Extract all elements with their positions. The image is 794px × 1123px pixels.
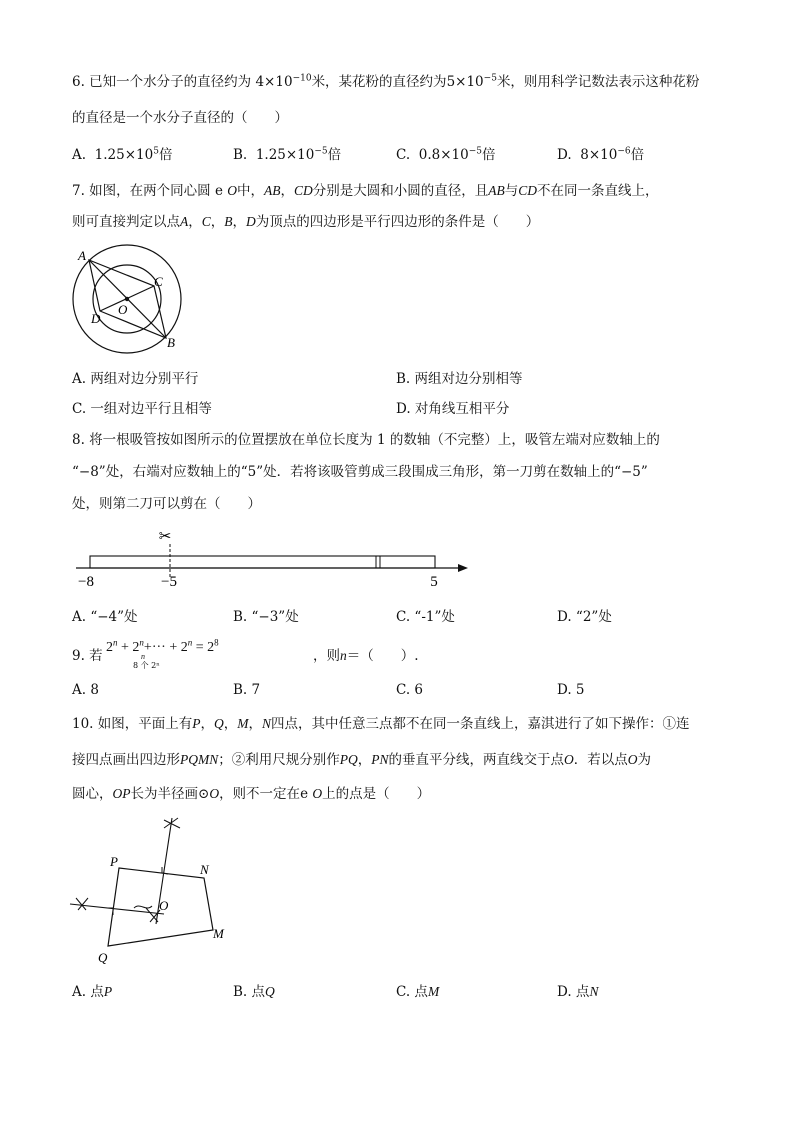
option-point: N [589,984,599,999]
option-unit: 倍 [630,147,645,163]
q10-text: ， [200,716,215,732]
q10-var: PQMN [180,752,219,767]
q10-var: M [237,716,249,731]
q10-var: O [312,786,323,801]
q10-option-a[interactable] [72,982,112,1002]
label-p: P [110,854,118,869]
q7-text: 中， [237,183,265,199]
q6-option-d[interactable] [557,145,644,165]
label-n: N [200,862,209,877]
brace-label: 8 个 2ⁿ [133,661,160,670]
q8-option-d[interactable]: D. “2”处 [557,609,612,625]
q7-var: D [246,214,256,229]
option-label: D. 点 [557,984,590,1000]
q9-equation: $2^n + 2^n+\cdot\cdot\cdot + 2^n = 2^8$ [106,637,219,655]
term-exp: n [113,637,118,648]
q8-line2: “−8”处，右端对应数轴上的“5”处．若将该吸管剪成三段围成三角形，第一刀剪在数轴上的“−5” [72,464,648,480]
q7-text: ， [188,214,202,230]
plus-sign: + [143,640,152,655]
term-base: 2 [132,640,140,655]
option-exp: −5 [314,146,328,157]
plus-sign: + [169,640,178,655]
q10-option-d[interactable] [557,982,598,1002]
q9-var: n [340,648,347,663]
q10-text: 四点，其中任意三点都不在同一条直线上，嘉淇进行了如下操作：①连 [271,716,690,732]
q10-text: ．若以点 [573,752,628,768]
q8-option-b[interactable]: B. “−3”处 [233,609,299,625]
q10-text: 上的点是（ ） [322,786,431,802]
option-label: C. [396,147,411,163]
tick-label-right: 5 [430,574,438,590]
q7-text: 与 [504,183,519,199]
arc-mark [76,898,88,910]
q10-line2 [72,750,651,770]
q8-number-line-figure [72,526,472,592]
q9-prefix: 9. 若 [72,648,103,664]
q6-text: 米，则用科学记数法表示这种花粉 [496,74,700,90]
option-unit: 倍 [327,147,342,163]
q6-exp: −5 [483,73,497,84]
q7-text: 为顶点的四边形是平行四边形的条件是（ ） [255,214,540,230]
q9-option-b[interactable]: B. 7 [233,682,261,698]
q7-text: ， [280,183,295,199]
q10-text: 长为半径画⊙ [130,786,210,802]
label-b: B [167,335,175,350]
q10-quadrilateral-figure [66,812,236,972]
q10-var: OP [112,786,131,801]
option-point: P [103,984,113,999]
term-base: 2 [106,640,113,655]
q7-option-b[interactable]: B. 两组对边分别相等 [396,371,523,387]
q10-text: ， [357,752,372,768]
q7-symbol: e [214,183,223,199]
q10-line1 [72,714,690,734]
scissors-icon: ✂ [158,529,172,545]
q8-line1: 8. 将一根吸管按如图所示的位置摆放在单位长度为 1 的数轴（不完整）上，吸管左端对应数轴上的 [72,432,660,448]
q9-text: ，则 [313,648,340,664]
q8-option-c[interactable]: C. “-1”处 [396,609,455,625]
q6-option-a[interactable] [72,145,172,165]
q7-text: 不在同一条直线上， [537,183,659,199]
q7-text: ， [210,214,225,230]
q10-text: ，则不一定在 [219,786,301,802]
q8-line3: 处，则第二刀可以剪在（ ） [72,496,261,512]
q6-math: 5×10 [446,74,484,90]
axis-arrow [458,564,468,572]
q6-option-b[interactable] [233,145,341,165]
term-exp: n [187,637,193,648]
q7-var: O [227,183,238,198]
brace-n: n [141,652,145,661]
q7-var: CD [294,183,313,198]
option-base: 0.8×10 [418,147,469,163]
q10-text: 10. 如图，平面上有 [72,716,193,732]
q10-var: P [192,716,201,731]
q10-symbol: e [300,786,309,802]
option-label: D. [557,147,572,163]
q10-var: N [262,716,272,731]
q9-suffix [313,644,419,664]
q6-line2: 的直径是一个水分子直径的（ ） [72,110,288,126]
tick-label-left: −8 [78,574,94,590]
q7-var: C [201,214,211,229]
q7-line2 [72,212,539,232]
option-base: 1.25×10 [255,147,315,163]
q7-option-c[interactable]: C. 一组对边平行且相等 [72,401,212,417]
label-q: Q [98,950,108,965]
term-exp: n [139,637,144,648]
option-point: Q [265,984,275,999]
q6-exp: −10 [292,73,312,84]
option-base: 8×10 [580,147,618,163]
option-point: M [427,984,440,999]
label-o: O [118,302,128,317]
q10-var: O [564,752,574,767]
rhs-base: 2 [207,640,215,655]
arc-mark [134,906,152,908]
q7-var: AB [488,183,505,198]
label-m: M [213,926,224,941]
rhs-exp: 8 [214,637,219,648]
q10-text: ， [223,716,238,732]
q9-stem [72,636,472,672]
straw [90,556,435,568]
option-label: A. 点 [72,984,104,1000]
q10-text: 圆心， [72,786,113,802]
q6-text: 6. 已知一个水分子的直径约为 [72,74,252,90]
label-d: D [91,311,101,326]
option-label: A. [72,147,87,163]
q10-line3 [72,784,430,804]
dots: ··· [151,640,166,655]
option-exp: −5 [468,146,482,157]
center-point [125,297,129,301]
q7-text: 则可直接判定以点 [72,214,180,230]
q7-var: AB [264,183,281,198]
q10-text: ， [248,716,263,732]
q9-option-c[interactable]: C. 6 [396,682,424,698]
tick-label-cut: −5 [161,574,177,590]
q7-option-d[interactable]: D. 对角线互相平分 [396,401,510,417]
q8-option-a[interactable]: A. “−4”处 [72,609,138,625]
q10-option-c[interactable] [396,982,439,1002]
q10-text: 接四点画出四边形 [72,752,180,768]
label-a: A [78,248,86,263]
option-base: 1.25×10 [94,147,154,163]
q7-text: 分别是大圆和小圆的直径，且 [312,183,489,199]
q10-var: O [209,786,220,801]
q9-option-d[interactable]: D. 5 [557,682,585,698]
q10-option-b[interactable] [233,982,275,1002]
q6-line1 [72,72,699,92]
q7-option-a[interactable]: A. 两组对边分别平行 [72,371,199,387]
q10-var: Q [214,716,224,731]
q7-text: 7. 如图，在两个同心圆 [72,183,211,199]
label-o: O [159,898,169,913]
q6-text: 米，某花粉的直径约为 [311,74,447,90]
q7-var: A [180,214,189,229]
q10-var: PN [371,752,389,767]
option-exp: 5 [153,146,159,157]
q10-var: PQ [339,752,358,767]
q6-math: 4×10 [255,74,293,90]
plus-sign: + [121,640,129,655]
option-exp: −6 [617,146,631,157]
q7-var: B [224,214,233,229]
q9-option-a[interactable]: A. 8 [72,682,99,698]
q7-var: CD [518,183,538,198]
q9-text: ＝（ ）. [346,648,419,664]
q10-var: O [627,752,638,767]
q10-text: 为 [637,752,652,768]
option-label: B. [233,147,248,163]
q7-concentric-circles-figure [66,246,192,356]
term-base: 2 [180,640,188,655]
option-unit: 倍 [481,147,496,163]
label-c: C [154,274,163,289]
option-unit: 倍 [158,147,173,163]
q6-option-c[interactable] [396,145,495,165]
q10-text: 的垂直平分线，两直线交于点 [388,752,565,768]
q7-line1 [72,181,659,201]
option-label: C. 点 [396,984,428,1000]
option-label: B. 点 [233,984,266,1000]
q10-text: ；②利用尺规分别作 [218,752,340,768]
q7-text: ， [232,214,247,230]
